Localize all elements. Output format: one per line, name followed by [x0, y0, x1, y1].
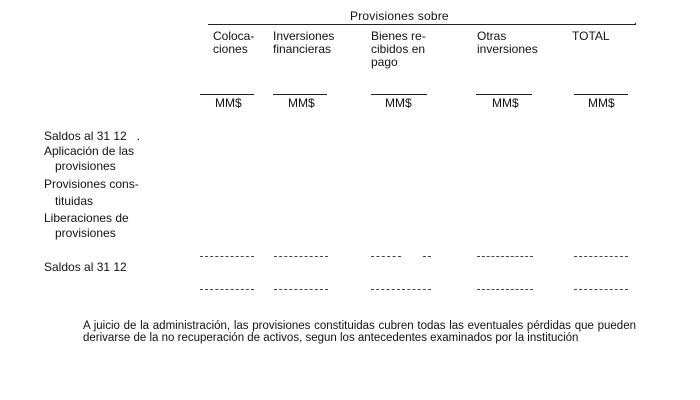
- column-header-inversiones-financieras: Inversiones financieras: [273, 29, 335, 56]
- column-header-bienes-recibidos: Bienes re- cibidos en pago: [371, 29, 426, 69]
- row-label-saldos-inicial: Saldos al 31 12 .: [44, 129, 141, 143]
- unit-label: MM$: [215, 96, 242, 110]
- row-label-aplicacion: Aplicación de las: [44, 144, 135, 158]
- row-label-aplicacion-cont: provisiones: [55, 159, 116, 173]
- group-title: Provisiones sobre: [350, 9, 449, 23]
- subtotal-dash: [423, 256, 431, 257]
- footnote-paragraph: A juicio de la administración, las provisiones constituidas cubren todas las eventuales pérdidas que pueden derivarse de la no recuperación de activos, segun los antecedentes examinados por la institución: [83, 320, 636, 344]
- unit-rule: [200, 94, 254, 95]
- unit-label: MM$: [385, 96, 412, 110]
- unit-label: MM$: [588, 96, 615, 110]
- total-dash: [274, 289, 328, 290]
- subtotal-dash: [274, 256, 328, 257]
- row-label-provisiones-constituidas-cont: tituidas: [55, 194, 94, 208]
- unit-rule: [273, 94, 327, 95]
- unit-label: MM$: [492, 96, 519, 110]
- column-header-otras-inversiones: Otras inversiones: [477, 29, 538, 56]
- total-dash: [200, 289, 254, 290]
- total-dash: [477, 289, 533, 290]
- column-header-total: TOTAL: [572, 29, 610, 43]
- column-header-colocaciones: Coloca- ciones: [213, 29, 255, 56]
- group-rule: [208, 24, 636, 25]
- unit-label: MM$: [288, 96, 315, 110]
- subtotal-dash: [200, 256, 254, 257]
- row-label-saldos-final: Saldos al 31 12: [44, 260, 127, 274]
- total-dash: [574, 289, 628, 290]
- unit-rule: [371, 94, 427, 95]
- subtotal-dash: [477, 256, 533, 257]
- unit-rule: [574, 94, 628, 95]
- row-label-liberaciones-cont: provisiones: [55, 226, 116, 240]
- unit-rule: [476, 94, 532, 95]
- subtotal-dash: [574, 256, 628, 257]
- subtotal-dash: [371, 256, 401, 257]
- trailing-comma-mark: ,: [634, 16, 637, 27]
- row-label-provisiones-constituidas: Provisiones cons-: [44, 177, 139, 191]
- row-label-liberaciones: Liberaciones de: [44, 211, 129, 225]
- total-dash: [371, 289, 431, 290]
